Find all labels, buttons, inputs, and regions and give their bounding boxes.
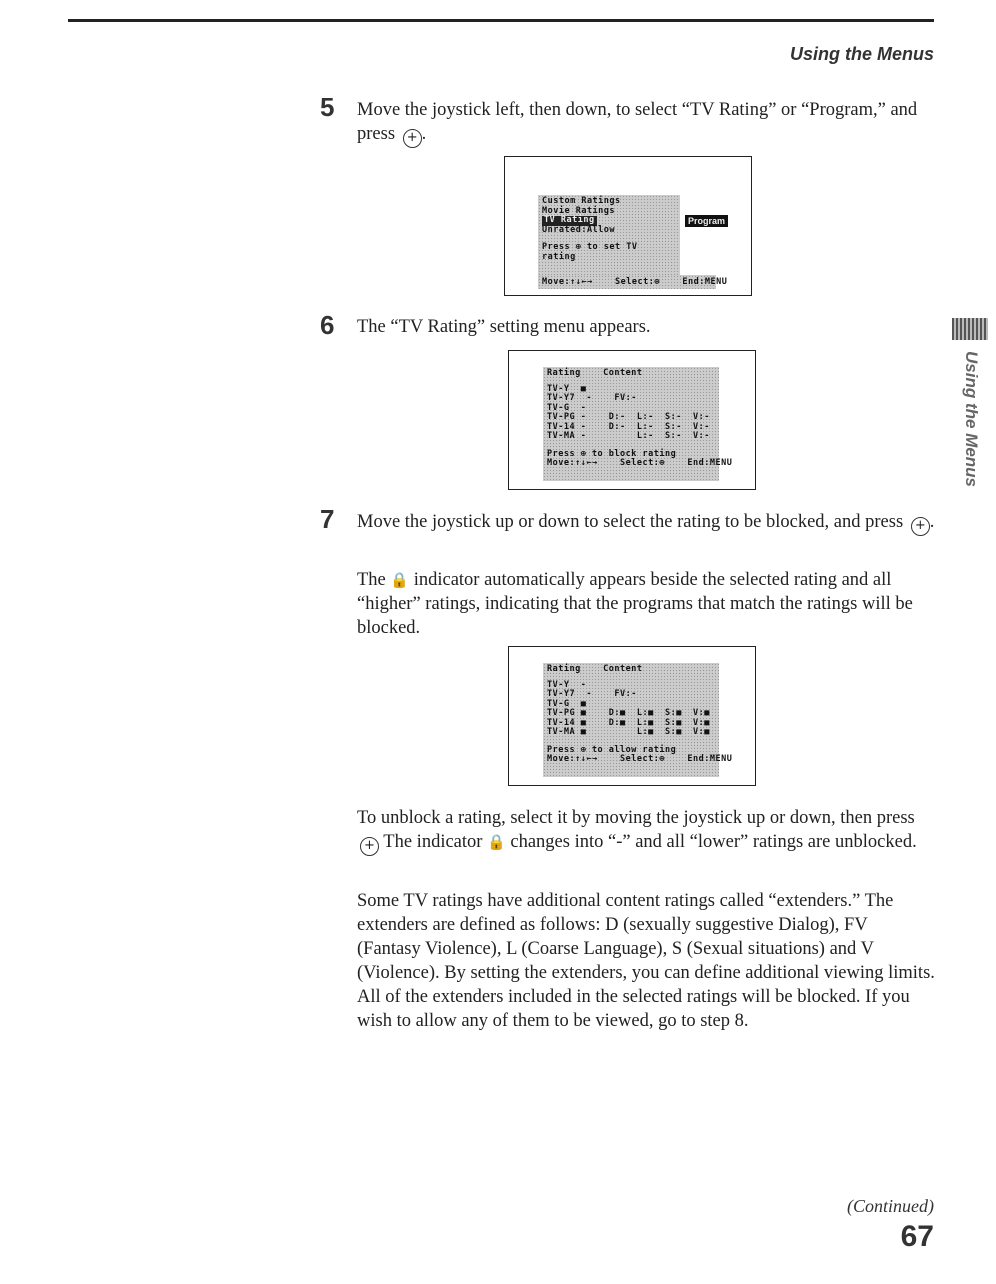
rating-nav: Move:↑↓←→ Select:⊕ End:MENU bbox=[547, 458, 733, 468]
joystick-enter-icon: + bbox=[360, 837, 379, 856]
continued-label: (Continued) bbox=[847, 1196, 934, 1216]
menu-row: Movie Ratings bbox=[542, 205, 616, 216]
indicator-text-after: indicator automatically appears beside the selected rating and all “higher” ratings, indicating that the programs that match the ratings will be blocked. bbox=[357, 570, 913, 638]
page-number: 67 bbox=[900, 1220, 934, 1253]
rating-hint: Press ⊕ to allow rating bbox=[547, 744, 677, 755]
screen-tv-rating-blocked bbox=[508, 646, 756, 786]
rating-nav: Move:↑↓←→ Select:⊕ End:MENU bbox=[547, 754, 733, 764]
rating-hint: Press ⊕ to block rating bbox=[547, 448, 677, 459]
step-7-text bbox=[357, 510, 935, 536]
menu-row: Custom Ratings bbox=[542, 196, 621, 206]
rating-row: TV-Y7 - FV:- bbox=[547, 689, 637, 699]
lock-icon: 🔒 bbox=[390, 571, 410, 589]
unblock-paragraph bbox=[357, 806, 935, 856]
header-rule bbox=[68, 19, 934, 22]
step-6-number: 6 bbox=[320, 310, 335, 340]
menu-row: Unrated:Allow bbox=[542, 224, 616, 235]
step-6-text: The “TV Rating” setting menu appears. bbox=[357, 317, 651, 337]
unblock-text-1: To unblock a rating, select it by moving the joystick up or down, then press bbox=[357, 808, 915, 828]
indicator-text-before: The bbox=[357, 570, 386, 590]
menu-hint: Press ⊕ to set TV bbox=[542, 242, 638, 252]
step-5-text bbox=[357, 98, 935, 148]
screen-custom-ratings bbox=[504, 156, 752, 296]
step-5-number: 5 bbox=[320, 92, 335, 122]
step-7-instruction: Move the joystick up or down to select the rating to be blocked, and press bbox=[357, 512, 904, 532]
osd-tv-rating-menu bbox=[543, 367, 733, 481]
step-5-instruction: Move the joystick left, then down, to select “TV Rating” or “Program,” and press bbox=[357, 100, 918, 144]
rating-row: TV-Y7 - FV:- bbox=[547, 393, 637, 403]
menu-row-selected: TV Rating bbox=[544, 215, 595, 225]
rating-row: TV-G - bbox=[547, 402, 587, 413]
indicator-paragraph bbox=[357, 568, 935, 640]
menu-hint: rating bbox=[542, 251, 576, 262]
joystick-enter-icon: + bbox=[911, 517, 930, 536]
section-title: Using the Menus bbox=[789, 44, 934, 64]
unblock-text-3: changes into “-” and all “lower” ratings are unblocked. bbox=[510, 832, 917, 852]
rating-row: TV-G ■ bbox=[547, 698, 587, 709]
step-7-number: 7 bbox=[320, 504, 335, 534]
osd-custom-ratings-menu bbox=[538, 195, 680, 287]
rating-row: TV-Y - bbox=[547, 679, 587, 690]
rating-row: TV-Y ■ bbox=[547, 383, 587, 394]
screen-tv-rating-setting bbox=[508, 350, 756, 490]
lock-icon: 🔒 bbox=[487, 833, 506, 851]
rating-row: TV-MA - L:- S:- V:- bbox=[547, 431, 710, 441]
rating-row: TV-14 ■ D:■ L:■ S:■ V:■ bbox=[547, 717, 710, 728]
extenders-paragraph: Some TV ratings have additional content ratings called “extenders.” The extenders are defined as follows: D (sexually suggestive Dialog), FV (Fantasy Violence), L (Coarse Language), S (Sexual situations) and V (Violence). By setting the extenders, you can define additional viewing limits. All of the extenders included in the selected ratings will be blocked. If you wish to allow any of them to be viewed, go to step 8. bbox=[357, 891, 935, 1031]
side-tab-label: Using the Menus bbox=[962, 350, 981, 488]
program-option: Program bbox=[685, 215, 728, 227]
rating-heading: Rating Content bbox=[547, 664, 643, 674]
step-7-period: . bbox=[929, 512, 935, 532]
rating-row: TV-14 - D:- L:- S:- V:- bbox=[547, 421, 710, 432]
rating-heading: Rating Content bbox=[547, 368, 643, 378]
step-5-period: . bbox=[421, 124, 427, 144]
side-tab-label-box bbox=[959, 352, 983, 486]
rating-row: TV-PG - D:- L:- S:- V:- bbox=[547, 412, 710, 422]
unblock-text-2: The indicator bbox=[383, 832, 483, 852]
rating-row: TV-MA ■ L:■ S:■ V:■ bbox=[547, 727, 710, 737]
rating-row: TV-PG ■ D:■ L:■ S:■ V:■ bbox=[547, 708, 710, 718]
menu-nav-bar: Move:↑↓←→ Select:⊕ End:MENU bbox=[538, 275, 716, 289]
joystick-enter-icon: + bbox=[403, 129, 422, 148]
side-tab-marker bbox=[952, 318, 988, 340]
osd-tv-rating-blocked-menu bbox=[543, 663, 733, 777]
